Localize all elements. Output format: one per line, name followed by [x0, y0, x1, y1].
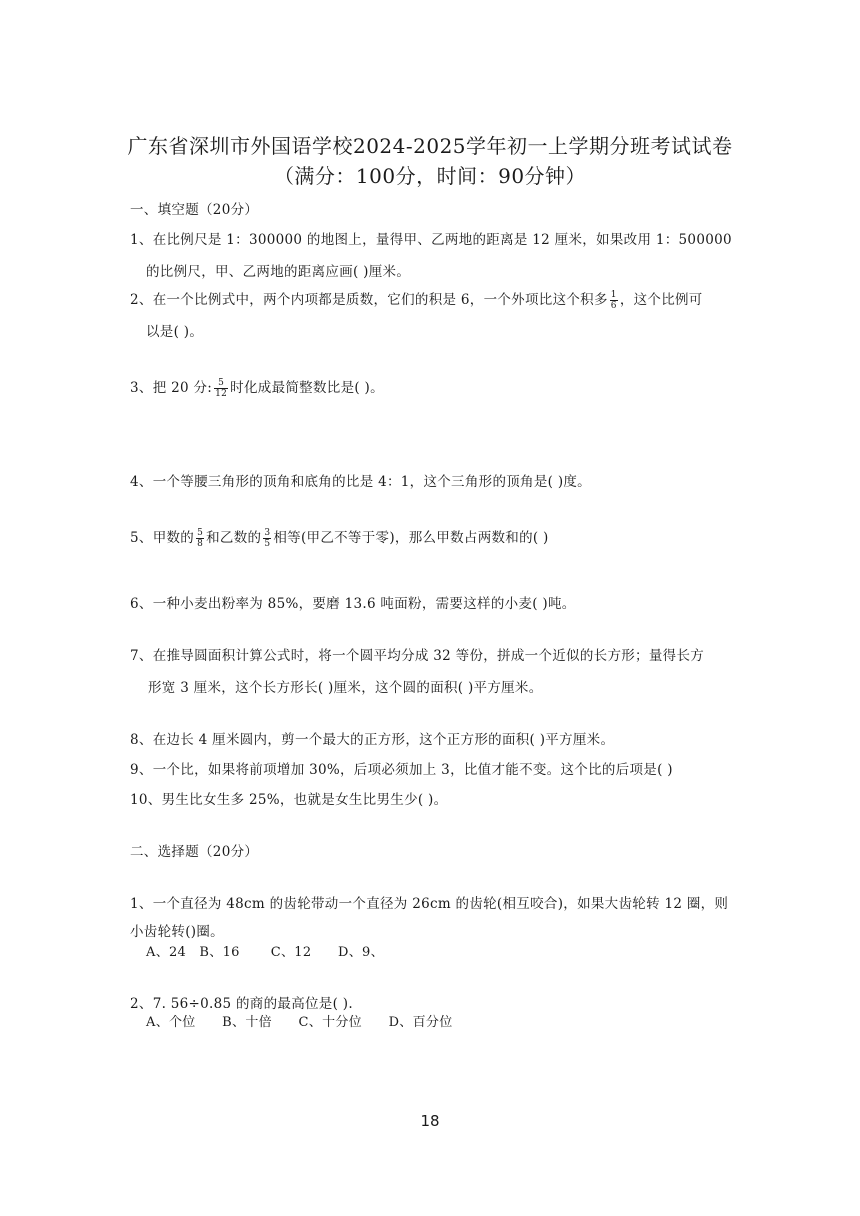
section-heading-multiple-choice: 二、选择题（20分）: [130, 844, 259, 860]
question-5-text-a: 5、甲数的: [130, 530, 195, 546]
question-3-text-a: 3、把 20 分:: [130, 380, 213, 396]
question-7-line-1: 7、在推导圆面积计算公式时，将一个圆平均分成 32 等份，拼成一个近似的长方形；量得长方: [130, 648, 705, 664]
question-2-line-2: 以是( )。: [146, 324, 204, 340]
fraction-numerator: 5: [214, 378, 228, 389]
page-number: 18: [420, 1112, 440, 1130]
choice-question-1-line-1: 1、一个直径为 48cm 的齿轮带动一个直径为 26cm 的齿轮(相互咬合)，如果大齿轮转 12 圈，则: [130, 896, 729, 912]
question-2-text-b: ，这个比例可: [619, 292, 703, 308]
choice-question-1-options: A、24 B、16 C、12 D、9、: [146, 945, 384, 960]
question-5: [130, 528, 549, 549]
question-2-line-1: [130, 290, 703, 311]
question-7-line-2: 形宽 3 厘米，这个长方形长( )厘米，这个圆的面积( )平方厘米。: [148, 680, 543, 696]
question-9: 9、一个比，如果将前项增加 30%，后项必须加上 3，比值才能不变。这个比的后项是( ): [130, 762, 673, 778]
fraction-numerator: 3: [264, 528, 271, 538]
question-5-text-b: 和乙数的: [206, 530, 262, 546]
choice-question-2-line-1: 2、7. 56÷0.85 的商的最高位是( ).: [130, 996, 353, 1012]
question-5-text-c: 相等(甲乙不等于零)，那么甲数占两数和的( ): [273, 530, 549, 546]
fraction-denominator: 5: [264, 539, 271, 549]
choice-question-1-line-2: 小齿轮转()圈。: [130, 924, 224, 940]
fraction-denominator: 6: [610, 301, 617, 311]
question-1-line-1: 1、在比例尺是 1：300000 的地图上，量得甲、乙两地的距离是 12 厘米，如果改用 1：500000: [130, 232, 732, 248]
fraction-numerator: 5: [197, 528, 204, 538]
question-1-line-2: 的比例尺，甲、乙两地的距离应画( )厘米。: [146, 264, 411, 280]
fraction-denominator: 12: [215, 389, 228, 399]
document-title: 广东省深圳市外国语学校2024-2025学年初一上学期分班考试试卷: [127, 134, 733, 158]
fraction-numerator: 1: [610, 290, 617, 300]
question-2-text-a: 2、在一个比例式中，两个内项都是质数，它们的积是 6，一个外项比这个积多: [130, 292, 608, 308]
question-8: 8、在边长 4 厘米圆内，剪一个最大的正方形，这个正方形的面积( )平方厘米。: [130, 732, 615, 748]
section-heading-fill-in: 一、填空题（20分）: [130, 202, 259, 218]
document-subtitle: （满分：100分，时间：90分钟）: [273, 164, 587, 188]
question-3: [130, 378, 384, 399]
fraction-five-eighths: [196, 528, 204, 549]
fraction-five-twelfths: [214, 378, 228, 399]
fraction-denominator: 8: [197, 539, 204, 549]
question-10: 10、男生比女生多 25%，也就是女生比男生少( )。: [130, 792, 448, 808]
choice-question-2-options: A、个位 B、十倍 C、十分位 D、百分位: [146, 1015, 453, 1030]
fraction-three-fifths: [263, 528, 271, 549]
question-4: 4、一个等腰三角形的顶角和底角的比是 4：1，这个三角形的顶角是( )度。: [130, 474, 591, 490]
question-6: 6、一种小麦出粉率为 85%，要磨 13.6 吨面粉，需要这样的小麦( )吨。: [130, 596, 576, 612]
question-3-text-b: 时化成最简整数比是( )。: [230, 380, 384, 396]
fraction-one-sixth: [610, 290, 618, 311]
